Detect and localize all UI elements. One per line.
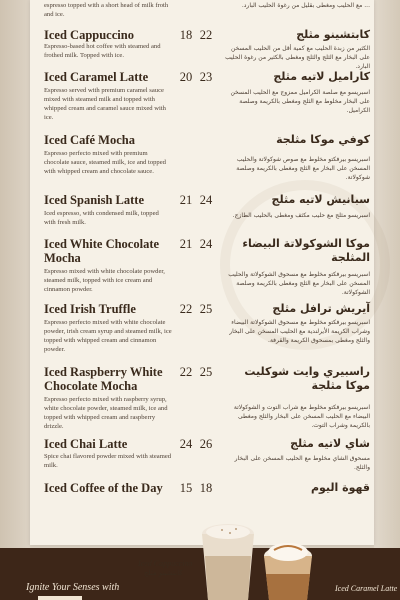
item-description-en: Espresso-based hot coffee with steamed and frothed milk. Topped with ice. xyxy=(44,43,161,59)
item-title-en: Iced Chai Latte xyxy=(44,437,128,451)
item-title-ar: كاراميل لاتيه مثلج xyxy=(273,70,370,83)
price-regular: 20 xyxy=(179,70,193,84)
photo-caption-right-en: Iced Caramel Latte xyxy=(335,584,398,593)
item-description-en: Espresso perfecto mixed with white chocolate powder, irish cream syrup and steamed milk, ice topped with whipped cream and cinnamon powder. xyxy=(44,319,172,353)
price-large: 26 xyxy=(199,437,213,451)
item-title-en: Iced Café Mocha xyxy=(44,133,135,147)
item-title-en: Iced Spanish Latte xyxy=(44,193,145,207)
item-title-ar: سبانيش لاتيه مثلج xyxy=(271,193,370,206)
price-large: 25 xyxy=(199,302,213,316)
background-left xyxy=(0,0,30,600)
item-description-ar: اسبريسو بيرفكتو مخلوط مع مسحوق الشوكولاتة والحليب المسخن على البخار مع الثلج ومغطى بالكريمة وصلصة الشوكولاتة. xyxy=(228,271,370,296)
item-description-ar: الكثير من زبدة الحليب مع كمية أقل من الحليب المسخن على البخار مع الثلج والثلج ومغطى بالكثير من رغوة الحليب البارد. xyxy=(225,45,370,70)
price-large: 25 xyxy=(199,365,213,379)
item-description-ar: ... مع الحليب ومغطى بقليل من رغوة الحليب البارد. xyxy=(241,2,370,9)
item-description-en: Iced espresso, with condensed milk, topped with fresh milk. xyxy=(44,210,159,226)
price-regular: 21 xyxy=(179,193,193,207)
item-description-en: Espresso mixed with white chocolate powder, steamed milk, topped with ice cream and cinnamon powder. xyxy=(44,268,165,293)
item-description-en: Espresso perfecto mixed with premium chocolate sauce, steamed milk, ice and topped with whipped cream and chocolate sauce. xyxy=(44,150,166,175)
item-title-en: Iced Coffee of the Day xyxy=(44,481,163,495)
price-regular: 21 xyxy=(179,237,193,251)
price-large: 24 xyxy=(199,237,213,251)
iced-cappuccino-cup-icon xyxy=(202,524,254,600)
price-large: 23 xyxy=(199,70,213,84)
price-regular: 15 xyxy=(179,481,193,495)
item-title-en: Iced Cappuccino xyxy=(44,28,134,42)
item-description-ar: مسحوق الشاي مخلوط مع الحليب المسخن على البخار والثلج. xyxy=(234,455,370,471)
item-title-ar: كابتشينو مثلج xyxy=(296,28,370,41)
item-title-ar: موكا الشوكولاتة البيضاء المثلجة xyxy=(242,237,370,264)
price-regular: 22 xyxy=(179,302,193,316)
item-description-en: espresso topped with a short head of milk froth and ice. xyxy=(44,2,169,18)
price-regular: 22 xyxy=(179,365,193,379)
item-title-ar: شاي لاتيه مثلج xyxy=(290,437,370,450)
price-large: 18 xyxy=(199,481,213,495)
item-title-ar: قهوة اليوم xyxy=(310,481,370,494)
price-large: 22 xyxy=(199,28,213,42)
item-description-en: Espresso served with premium caramel sauce mixed with steamed milk and topped with whipped cream and caramel sauce mixed with ice. xyxy=(44,87,166,121)
iced-caramel-latte-cup-icon xyxy=(264,543,312,600)
price-large: 24 xyxy=(199,193,213,207)
item-title-en: Iced Irish Truffle xyxy=(44,302,136,316)
item-description-en: Spice chai flavored powder mixed with steamed milk. xyxy=(44,453,172,469)
footer-tagline: Ignite Your Senses with xyxy=(26,582,120,593)
item-description-en: Espresso perfecto mixed with raspberry syrup, white chocolate powder, steamed milk, ice and topped with whipped cream and raspberry drizzle. xyxy=(44,396,168,430)
item-title-ar: كوفي موكا مثلجة xyxy=(276,133,370,146)
item-description-ar: اسبريسو مع صلصة الكراميل ممزوج مع الحليب المسخن على البخار مخلوط مع الثلج ومغطى بالكريمة وصلصة الكراميل. xyxy=(230,89,370,114)
price-regular: 18 xyxy=(179,28,193,42)
item-description-ar: اسبريسو بيرفكتو مخلوط مع صوص شوكولاتة والحليب المسخن على البخار مع الثلج ومغطى بالكريمة وصلصة شوكولاتة. xyxy=(236,156,370,181)
price-regular: 24 xyxy=(179,437,193,451)
brand-logo xyxy=(38,596,82,600)
item-title-ar: آيريش ترافل مثلج xyxy=(272,302,370,315)
item-description-ar: اسبريسو بيرفكتو مخلوط مع مسحوق الشوكولاتة البيضاء وشراب الكريمة الأيرلندية مع الحليب المسخن على البخار والثلج ومغطى بمسحوق الكريمة والقرفة. xyxy=(229,319,370,344)
item-description-ar: اسبريسو مثلج مع حليب مكثف ومغطى بالحليب الطازج. xyxy=(232,212,370,219)
item-title-en: Iced Caramel Latte xyxy=(44,70,149,84)
item-title-en: Iced White Chocolate Mocha xyxy=(44,237,160,265)
item-description-ar: اسبريسو بيرفكتو مخلوط مع شراب التوت و الشوكولاتة البيضاء مع الحليب المسخن على البخار والثلج ومغطى بالكريمة وشراب التوت. xyxy=(233,404,370,429)
drink-photo xyxy=(196,516,326,600)
photo-caption-left-en: Iced Cappuccino xyxy=(138,559,193,568)
photo-caption-left-ar: كابتشينو مثلج xyxy=(144,569,183,577)
item-title-en: Iced Raspberry White Chocolate Mocha xyxy=(44,365,163,393)
item-title-ar: راسبيري وايت شوكليت موكا مثلجة xyxy=(244,365,370,392)
